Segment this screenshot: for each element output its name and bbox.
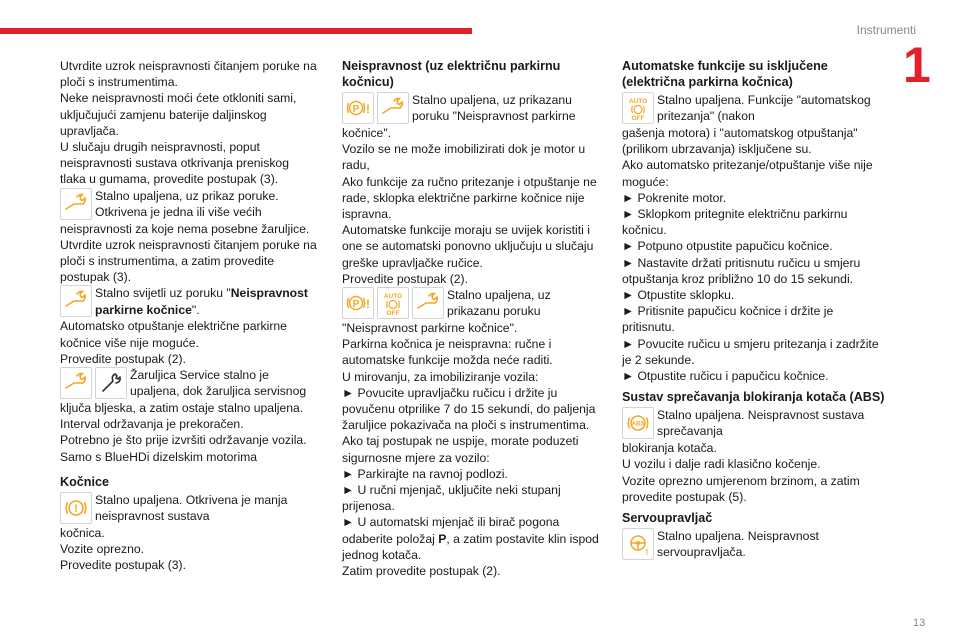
step-text: U automatski mjenjač ili birač pogona odaberite položaj <box>342 515 560 546</box>
step-item: ► Potpuno otpustite papučicu kočnice. <box>622 239 833 254</box>
heading-auto-functions-off: Automatske funkcije su isključene (električna parkirna kočnica) <box>622 59 828 89</box>
paragraph: Samo s BlueHDi dizelskim motorima <box>60 449 258 464</box>
auto-glyph: AUTO <box>628 98 648 105</box>
paragraph: Ako automatsko pritezanje/otpuštanje više nije moguće: <box>622 158 873 189</box>
heading-abs: Sustav sprečavanja blokiranja kotača (ABS) <box>622 390 885 405</box>
paragraph: kočnice". <box>342 126 392 140</box>
heading-brakes: Kočnice <box>60 474 109 489</box>
paragraph: Provedite postupak (2). <box>60 351 187 366</box>
paragraph: Potrebno je što prije izvršiti održavanje vozila. <box>60 433 307 448</box>
parking-brake-fault-icon <box>342 92 374 124</box>
paragraph: Vozilo se ne može imobilizirati dok je motor u radu, <box>342 142 586 173</box>
step-text: , a zatim postavite klin ispod jednog kotača. <box>342 531 599 562</box>
auto-off-icon <box>622 92 654 124</box>
step-item: ► Parkirajte na ravnoj podlozi. <box>342 466 508 481</box>
paragraph: U slučaju drugih neispravnosti, poput neispravnosti sustava otkrivanja preniskog tlaka u gumama, provedite postupak (3). <box>60 140 289 187</box>
step-item: ► Pokrenite motor. <box>622 190 727 205</box>
paragraph: Provedite postupak (2). <box>342 271 469 286</box>
paragraph: Ako funkcije za ručno pritezanje i otpuštanje ne rade, sklopka električne parkirne kočnice nije ispravna. <box>342 174 597 222</box>
step-item: ► Pritisnite papučicu kočnice i držite je pritisnutu. <box>622 304 834 335</box>
off-glyph: OFF <box>386 310 400 317</box>
step-text: Pokrenite motor. <box>637 190 727 205</box>
step-text: Nastavite držati pritisnutu ručicu u smjeru otpuštanja kroz približno 10 do 15 sekundi. <box>622 255 861 286</box>
step-item: ► U ručni mjenjač, uključite neki stupanj prijenosa. <box>342 483 561 514</box>
paragraph: "Neispravnost parkirne kočnice". <box>342 321 518 336</box>
warning-item-auto-off <box>622 92 888 125</box>
steering-wheel-warning-icon <box>622 528 654 560</box>
step-text: Otpustite ručicu i papučicu kočnice. <box>637 369 829 384</box>
text-part: ". <box>191 302 200 317</box>
service-spanner-icon <box>95 367 127 399</box>
chapter-number: 1 <box>903 37 931 93</box>
step-item: ► U automatski mjenjač ili birač pogona odaberite položaj P, a zatim postavite klin ispod jednog kotača. <box>342 515 599 562</box>
off-glyph: OFF <box>631 115 645 121</box>
paragraph: U vozilu i dalje radi klasično kočenje. <box>622 457 821 472</box>
p-glyph: P <box>352 104 360 115</box>
step-text: Povucite ručicu u smjeru pritezanja i zadržite je 2 sekunde. <box>622 336 879 367</box>
paragraph: neispravnosti za koje nema posebne žaruljice. <box>60 221 310 236</box>
paragraph: Neke neispravnosti moći ćete otkloniti sami, uključujući zamjenu baterije daljinskog upravljača. <box>60 91 297 138</box>
warning-lead-text: Stalno upaljena. Funkcije "automatskog pritezanja" (nakon <box>657 93 871 124</box>
step-item: ► Otpustite sklopku. <box>622 288 735 303</box>
step-text: U ručni mjenjač, uključite neki stupanj prijenosa. <box>342 483 561 514</box>
warning-item-major-fault <box>60 188 318 221</box>
step-text: Pritisnite papučicu kočnice i držite je pritisnutu. <box>622 304 834 335</box>
step-item: ► Povucite upravljačku ručicu i držite ju povučenu otprilike 7 do 15 sekundi, do paljenja žaruljice pokazivača na ploči s instrumentima. <box>342 385 596 433</box>
auto-glyph: AUTO <box>383 293 403 301</box>
paragraph: blokiranja kotača. <box>622 441 717 456</box>
column-2 <box>342 58 602 579</box>
warning-lead-text: Stalno upaljena, uz prikazanu poruku <box>447 288 551 319</box>
warning-lead-text: Žaruljica Service stalno je upaljena, dok žaruljica servisnog <box>130 368 307 399</box>
paragraph: Parkirna kočnica je neispravna: ručne i automatske funkcije možda neće raditi. <box>342 337 553 368</box>
exclamation-glyph: ! <box>74 502 78 515</box>
page-number: 13 <box>913 617 926 629</box>
heading-electric-parking-brake-fault: Neispravnost (uz električnu parkirnu kočnicu) <box>342 59 561 89</box>
warning-item-abs <box>622 407 888 440</box>
warning-lead-text <box>95 285 318 317</box>
step-item: ► Otpustite ručicu i papučicu kočnice. <box>622 369 829 384</box>
paragraph: kočnica. <box>60 525 105 540</box>
warning-lead-text: Stalno upaljena. Otkrivena je manja neispravnost sustava <box>95 492 288 524</box>
step-item: ► Sklopkom pritegnite električnu parkirnu kočnicu. <box>622 207 848 238</box>
abs-icon <box>622 407 654 439</box>
wrench-warning-icon <box>412 287 444 319</box>
warning-lead-text: Stalno upaljena. Neispravnost sustava sprečavanja <box>657 408 865 439</box>
brake-warning-icon <box>60 492 92 524</box>
warning-item-epb-unavailable <box>342 287 602 320</box>
step-text: Povucite upravljačku ručicu i držite ju povučenu otprilike 7 do 15 sekundi, do paljenja žaruljice pokazivača na ploči s instrumentima. <box>342 385 596 433</box>
text-part: Stalno svijetli uz poruku " <box>95 286 231 301</box>
gear-position-p: P <box>438 531 447 546</box>
exclamation-glyph: ! <box>645 548 649 558</box>
warning-item-epb-fault <box>342 92 602 125</box>
p-glyph: P <box>352 299 360 311</box>
exclamation-glyph: ! <box>366 102 370 116</box>
paragraph: gašenja motora) i "automatskog otpuštanja" (prilikom ubrzavanja) isključene su. <box>622 126 858 157</box>
paragraph: Utvrdite uzrok neispravnosti čitanjem poruke na ploči s instrumentima. <box>60 59 317 90</box>
bold-message: Neispravnost parkirne kočnice <box>95 286 308 317</box>
paragraph: U mirovanju, za imobiliziranje vozila: <box>342 369 539 384</box>
warning-lead-text: Stalno upaljena, uz prikazanu poruku "Neispravnost parkirne <box>412 93 576 124</box>
step-text: Parkirajte na ravnoj podlozi. <box>357 466 508 481</box>
column-1 <box>60 58 318 573</box>
paragraph: ključa bljeska, a zatim ostaje stalno upaljena. <box>60 401 304 416</box>
step-text: Otpustite sklopku. <box>637 288 735 303</box>
step-item: ► Nastavite držati pritisnutu ručicu u smjeru otpuštanja kroz približno 10 do 15 sekundi. <box>622 255 861 286</box>
parking-brake-fault-icon <box>342 287 374 319</box>
warning-item-parking-brake-fault <box>60 285 318 318</box>
chapter-color-bar <box>0 28 472 34</box>
abs-glyph: ABS <box>631 421 645 428</box>
warning-item-brakes <box>60 492 318 525</box>
wrench-warning-icon <box>60 188 92 220</box>
step-text: Potpuno otpustite papučicu kočnice. <box>637 239 833 254</box>
warning-lead-text: Stalno upaljena, uz prikaz poruke. Otkrivena je jedna ili više većih <box>95 188 279 219</box>
wrench-warning-icon <box>60 367 92 399</box>
paragraph: Utvrdite uzrok neispravnosti čitanjem poruke na ploči s instrumentima, a zatim provedite postupak (3). <box>60 237 317 285</box>
column-3 <box>622 58 888 561</box>
paragraph: Vozite oprezno. <box>60 542 145 557</box>
warning-item-service <box>60 367 318 400</box>
paragraph: Provedite postupak (3). <box>60 558 187 573</box>
paragraph: Zatim provedite postupak (2). <box>342 564 501 579</box>
paragraph: Automatske funkcije moraju se uvijek koristiti i one se automatski ponovno uključuju u slučaju greške upravljačke ručice. <box>342 223 594 270</box>
auto-off-icon <box>377 287 409 319</box>
paragraph: Interval održavanja je prekoračen. <box>60 417 244 432</box>
paragraph: Vozite oprezno umjerenom brzinom, a zatim provedite postupak (5). <box>622 473 860 504</box>
warning-lead-text: Stalno upaljena. Neispravnost servoupravljača. <box>657 529 819 560</box>
heading-power-steering: Servoupravljač <box>622 511 713 526</box>
wrench-warning-icon <box>60 285 92 317</box>
exclamation-glyph: ! <box>366 297 370 312</box>
step-text: Sklopkom pritegnite električnu parkirnu kočnicu. <box>622 207 848 238</box>
step-item: ► Povucite ručicu u smjeru pritezanja i zadržite je 2 sekunde. <box>622 336 879 367</box>
section-title: Instrumenti <box>856 23 916 37</box>
paragraph: Ako taj postupak ne uspije, morate poduzeti sigurnosne mjere za vozilo: <box>342 434 579 465</box>
wrench-warning-icon <box>377 92 409 124</box>
warning-item-power-steering <box>622 528 888 561</box>
paragraph: Automatsko otpuštanje električne parkirne kočnice više nije moguće. <box>60 319 287 350</box>
